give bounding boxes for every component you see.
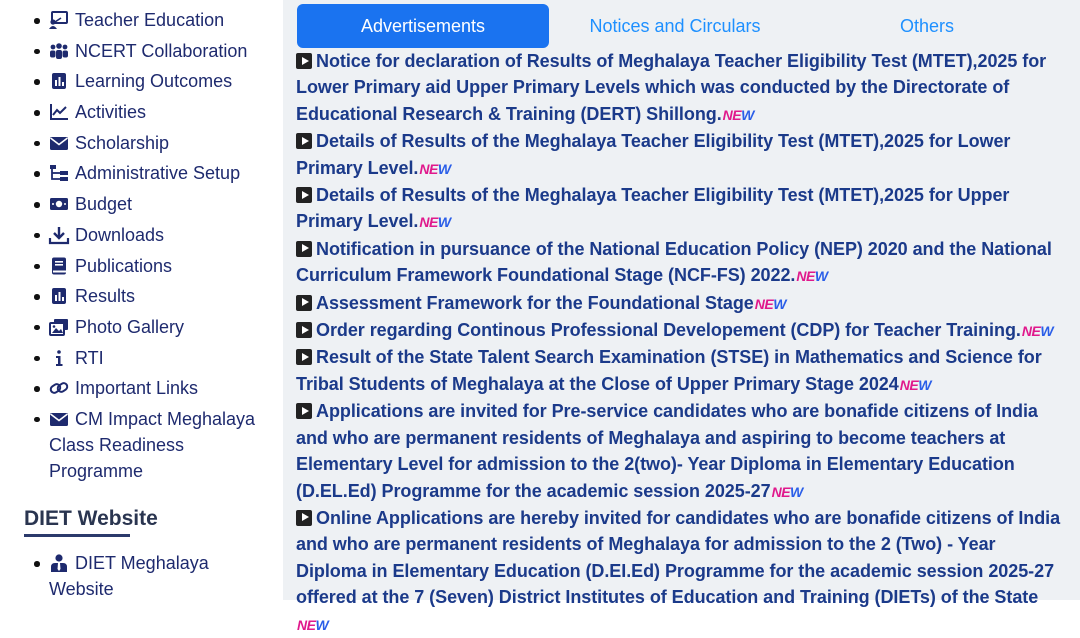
sidebar-item-label: DIET Meghalaya Website	[49, 553, 209, 599]
play-square-icon	[296, 295, 312, 311]
sidebar-item-downloads[interactable]	[28, 222, 268, 248]
link-icon	[49, 379, 69, 397]
notice-link[interactable]: Details of Results of the Meghalaya Teacher Eligibility Test (MTET),2025 for Upper Primary Level.	[296, 185, 1010, 232]
sidebar-item-activities[interactable]	[28, 99, 268, 125]
notice-link[interactable]: Order regarding Continous Professional Developement (CDP) for Teacher Training.	[316, 320, 1021, 341]
sidebar-item-label: NCERT Collaboration	[75, 40, 248, 61]
notice-item	[296, 290, 1066, 317]
diet-menu	[28, 550, 268, 602]
new-badge-letter: W	[918, 376, 931, 393]
new-badge-letter: N	[297, 616, 307, 633]
notice-link[interactable]: Notice for declaration of Results of Meghalaya Teacher Eligibility Test (MTET),2025 for Lower Primary aid Upper Primary Levels which was conducted by the Directorate of Educational Research & Training (DERT) Shillong.	[296, 51, 1047, 124]
new-badge-letter: N	[419, 214, 429, 231]
tab-notices-and-circulars[interactable]: Notices and Circulars	[589, 16, 761, 36]
bar-chart-icon	[49, 72, 69, 90]
bar-chart-icon	[49, 287, 69, 305]
sidebar-item-diet-meghalaya-website[interactable]	[28, 550, 268, 602]
notice-item	[296, 236, 1066, 290]
new-badge-letter: W	[1040, 323, 1054, 340]
notice-list	[296, 48, 1066, 638]
notice-link[interactable]: Applications are invited for Pre-service candidates who are bonafide citizens of India and who are permanent residents of Meghalaya and aspiring to become teachers at Elementary Level for admission to the 2(two)- Year Diploma in Elementary Education (D.EL.Ed) Programme for the academic session 2025-27	[296, 401, 1038, 501]
new-badge-letter: W	[814, 268, 828, 285]
download-icon	[49, 226, 69, 244]
new-badge-letter: N	[754, 295, 765, 312]
line-chart-icon	[49, 103, 69, 121]
play-square-icon	[296, 241, 312, 257]
chalkboard-teacher-icon	[49, 11, 69, 29]
new-badge-icon	[900, 372, 931, 398]
new-badge-letter: E	[732, 106, 742, 123]
section-heading-diet-website: DIET Website	[24, 507, 158, 530]
sidebar-item-rti[interactable]	[28, 345, 268, 371]
notice-link[interactable]: Online Applications are hereby invited for candidates who are bonafide citizens of India and who are permanent residents of Meghalaya for admission to the 2 (Two) - Year Diploma in Elementary Education (D.EI.Ed) Programme for the academic session 2025-27 offered at the 7 (Seven) District Institutes of Education and Training (DIETs) of the State	[296, 507, 1061, 608]
new-badge-icon	[419, 209, 450, 235]
new-badge-letter: E	[1031, 323, 1041, 340]
envelope-icon	[49, 134, 69, 152]
new-badge-icon	[419, 156, 450, 182]
notice-link[interactable]: Result of the State Talent Search Examination (STSE) in Mathematics and Science for Tribal Students of Meghalaya at the Close of Upper Primary Stage 2024	[296, 347, 1042, 394]
book-icon	[49, 257, 69, 275]
notice-item	[296, 344, 1066, 398]
new-badge-letter: W	[741, 106, 754, 123]
new-badge-icon	[796, 263, 827, 289]
sidebar-item-important-links[interactable]	[28, 375, 268, 401]
sidebar-item-label: Budget	[75, 194, 133, 215]
sidebar-item-label: RTI	[75, 347, 104, 368]
new-badge-letter: N	[899, 376, 910, 393]
sidebar	[0, 0, 282, 600]
sidebar-item-label: Important Links	[75, 378, 199, 399]
sidebar-item-label: Teacher Education	[75, 10, 225, 30]
sidebar-item-scholarship[interactable]	[28, 130, 268, 156]
tab-bar	[297, 4, 1067, 48]
new-badge-letter: E	[764, 295, 774, 312]
money-bill-icon	[49, 195, 69, 213]
new-badge-letter: E	[781, 483, 791, 500]
new-badge-letter: W	[773, 295, 786, 312]
play-square-icon	[296, 510, 312, 526]
sidebar-item-cm-impact[interactable]	[28, 406, 268, 484]
sidebar-item-label: Administrative Setup	[75, 163, 241, 184]
notice-board-panel	[283, 0, 1080, 633]
new-badge-letter: W	[437, 160, 451, 177]
notice-item	[296, 182, 1066, 236]
sidebar-item-learning-outcomes[interactable]	[28, 68, 268, 94]
sidebar-item-results[interactable]	[28, 283, 268, 309]
new-badge-letter: E	[306, 616, 316, 633]
new-badge-icon	[772, 479, 803, 505]
notice-item	[296, 398, 1066, 505]
new-badge-icon	[723, 102, 754, 128]
sidebar-item-label: Photo Gallery	[75, 316, 185, 337]
info-icon	[49, 349, 69, 367]
new-badge-letter: E	[429, 160, 438, 177]
sidebar-item-teacher-education[interactable]	[28, 7, 268, 33]
new-badge-letter: W	[315, 616, 329, 633]
sidebar-item-administrative-setup[interactable]	[28, 160, 268, 186]
new-badge-letter: N	[1021, 323, 1032, 340]
notice-item	[296, 505, 1066, 638]
new-badge-letter: N	[771, 483, 782, 500]
play-square-icon	[296, 53, 312, 69]
new-badge-letter: E	[806, 268, 815, 285]
new-badge-icon	[755, 291, 786, 317]
org-structure-icon	[49, 164, 69, 182]
notice-item	[296, 317, 1066, 344]
tab-others[interactable]: Others	[899, 16, 955, 36]
play-square-icon	[296, 349, 312, 365]
sidebar-item-label: CM Impact Meghalaya Class Readiness Programme	[49, 408, 256, 481]
play-square-icon	[296, 322, 312, 338]
sidebar-item-ncert-collaboration[interactable]	[28, 38, 268, 64]
sidebar-item-photo-gallery[interactable]	[28, 314, 268, 340]
new-badge-icon	[1022, 318, 1053, 344]
sidebar-item-label: Results	[75, 286, 136, 307]
envelope-icon	[49, 410, 69, 428]
notice-link[interactable]: Details of Results of the Meghalaya Teacher Eligibility Test (MTET),2025 for Lower Primary Level.	[296, 131, 1011, 178]
play-square-icon	[296, 133, 312, 149]
new-badge-letter: E	[909, 376, 919, 393]
new-badge-letter: W	[437, 214, 451, 231]
sidebar-item-label: Downloads	[75, 224, 165, 245]
new-badge-letter: E	[429, 214, 438, 231]
notice-item	[296, 128, 1066, 182]
sidebar-item-budget[interactable]	[28, 191, 268, 217]
sidebar-item-publications[interactable]	[28, 253, 268, 279]
new-badge-icon	[297, 612, 328, 638]
user-tie-icon	[49, 553, 69, 571]
heading-underline	[24, 534, 130, 537]
new-badge-letter: N	[796, 268, 807, 285]
play-square-icon	[296, 403, 312, 419]
sidebar-item-label: Publications	[75, 255, 173, 276]
sidebar-item-label: Activities	[75, 102, 147, 123]
sidebar-item-label: Scholarship	[75, 132, 170, 153]
new-badge-letter: W	[790, 483, 803, 500]
notice-link[interactable]: Notification in pursuance of the National Education Policy (NEP) 2020 and the National Curriculum Framework Foundational Stage (NCF-FS) 2022.	[296, 238, 1052, 286]
play-square-icon	[296, 187, 312, 203]
sidebar-item-label: Learning Outcomes	[75, 71, 233, 92]
notice-link[interactable]: Assessment Framework for the Foundational Stage	[316, 292, 754, 313]
new-badge-letter: N	[419, 160, 429, 177]
new-badge-letter: N	[722, 106, 733, 123]
notice-item	[296, 48, 1066, 128]
tab-advertisements[interactable]: Advertisements	[297, 4, 549, 48]
photo-gallery-icon	[49, 318, 69, 336]
sidebar-menu	[28, 7, 268, 489]
users-group-icon	[49, 42, 69, 60]
